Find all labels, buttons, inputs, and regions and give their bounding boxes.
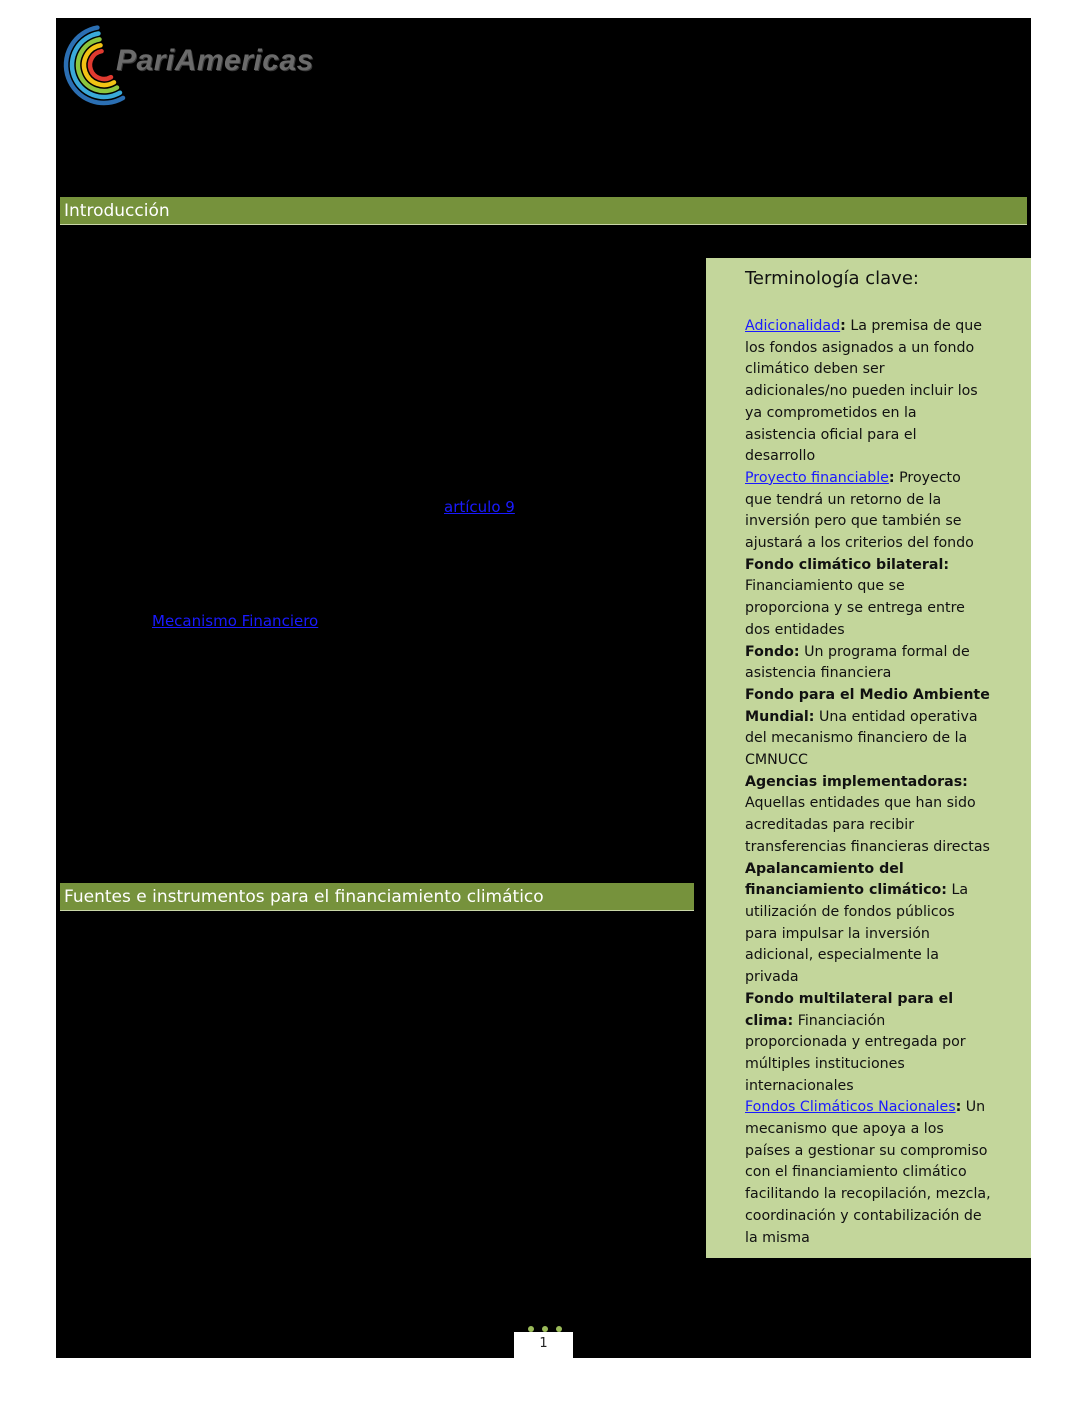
section-title: Introducción [64, 201, 170, 221]
term-colon: : [962, 773, 968, 790]
term-colon: : [787, 1012, 794, 1029]
term-definition: Una entidad operativa del mecanismo financiero de la CMNUCC [745, 708, 978, 769]
term-definition: Financiación proporcionada y entregada por múltiples instituciones internacionales [745, 1012, 966, 1094]
term-entry [745, 468, 991, 555]
term-colon: : [955, 1099, 962, 1116]
term-definition: Un programa formal de asistencia financiera [745, 643, 970, 682]
logo-text: PariAmericas [116, 44, 314, 77]
term-definition: Financiamiento que se proporciona y se entrega entre dos entidades [745, 578, 965, 638]
link-article-9[interactable]: artículo 9 [444, 498, 515, 516]
term-entry [745, 685, 991, 772]
term-name: Fondo climático bilateral [745, 556, 944, 573]
term-definition: Proyecto que tendrá un retorno de la inversión pero que también se ajustará a los criterios del fondo [745, 469, 974, 552]
term-name: Fondo [745, 643, 794, 660]
key-terminology-sidebar [706, 258, 1031, 1258]
term-entry [745, 989, 991, 1098]
term-definition: La utilización de fondos públicos para impulsar la inversión adicional, especialmente la privada [745, 882, 969, 986]
logo-arc [90, 51, 111, 79]
term-entry [745, 772, 991, 859]
sidebar-title: Terminología clave: [745, 268, 919, 289]
term-name: Fondo para el Medio Ambiente Mundial [745, 686, 990, 725]
term-colon: : [808, 708, 815, 725]
term-colon: : [840, 318, 846, 334]
section-header-introduction [60, 197, 1027, 225]
term-entry [745, 859, 991, 989]
term-name: Fondo multilateral para el clima [745, 990, 954, 1029]
terms-list [745, 316, 991, 1249]
document-page [56, 18, 1031, 1358]
term-name-link[interactable]: Adicionalidad [745, 318, 841, 334]
term-colon: : [941, 882, 947, 899]
term-entry [745, 642, 991, 685]
page-number [514, 1332, 573, 1358]
term-entry [745, 1097, 991, 1249]
section-title: Fuentes e instrumentos para el financiamiento climático [64, 887, 544, 907]
term-definition: La premisa de que los fondos asignados a un fondo climático deben ser adicionales/no pueden incluir los ya comprometidos en la asistencia oficial para el desarrollo [745, 318, 983, 465]
term-entry [745, 555, 991, 642]
link-financial-mechanism[interactable]: Mecanismo Financiero [152, 612, 319, 630]
term-colon: : [793, 643, 800, 660]
page-number-label: 1 [539, 1336, 548, 1351]
term-colon: : [943, 556, 950, 573]
term-name: Apalancamiento del financiamiento climático [745, 860, 942, 899]
term-name-link[interactable]: Fondos Climáticos Nacionales [745, 1099, 956, 1116]
section-header-sources [60, 883, 694, 911]
term-definition: Un mecanismo que apoya a los países a gestionar su compromiso con el financiamiento climático facilitando la recopilación, mezcla, coordinación y contabilización de la misma [745, 1099, 991, 1246]
pariamericas-logo [56, 20, 356, 110]
term-entry [745, 316, 991, 468]
term-name: Agencias implementadoras [745, 773, 963, 790]
term-name-link[interactable]: Proyecto financiable [745, 469, 889, 486]
term-colon: : [888, 469, 895, 486]
term-definition: Aquellas entidades que han sido acreditadas para recibir transferencias financieras directas [745, 795, 990, 855]
